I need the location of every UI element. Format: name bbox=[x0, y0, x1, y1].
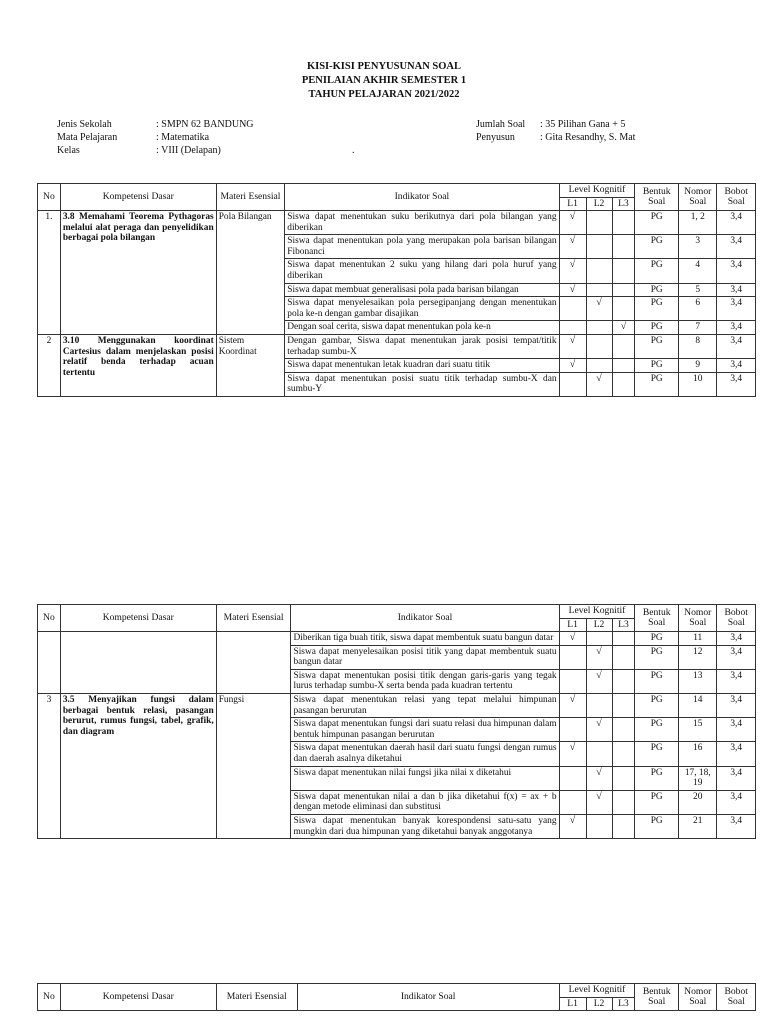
bentuk-soal-cell: PG bbox=[635, 235, 679, 259]
check-mark-icon: √ bbox=[569, 334, 576, 346]
level-l3-cell bbox=[612, 359, 635, 373]
bobot-soal-cell: 3,4 bbox=[717, 372, 756, 396]
level-l2-cell bbox=[586, 742, 612, 766]
col-header-bobot-soal: Bobot Soal bbox=[717, 984, 756, 1011]
level-l1-cell bbox=[559, 297, 586, 321]
level-l1-cell bbox=[559, 645, 586, 669]
indikator-soal-cell: Siswa dapat menentukan suku berikutnya dari pola bilangan yang diberikan bbox=[285, 211, 559, 235]
level-l1-cell bbox=[559, 718, 586, 742]
level-l3-cell bbox=[612, 742, 635, 766]
indikator-soal-cell: Siswa dapat menyelesaikan posisi titik yang dapat membentuk suatu bangun datar bbox=[291, 645, 559, 669]
level-l1-cell bbox=[559, 235, 586, 259]
level-l3-cell bbox=[612, 283, 635, 297]
bentuk-soal-cell: PG bbox=[635, 632, 679, 646]
check-mark-icon: √ bbox=[596, 790, 602, 802]
nomor-soal-cell: 5 bbox=[679, 283, 717, 297]
col-header-nomor-soal: Nomor Soal bbox=[679, 605, 717, 632]
jenis-sekolah-value: : SMPN 62 BANDUNG bbox=[156, 119, 254, 130]
indikator-soal-cell: Siswa dapat membuat generalisasi pola pada barisan bilangan bbox=[285, 283, 559, 297]
level-l2-cell bbox=[586, 790, 612, 814]
kompetensi-dasar-cell: 3.10 Menggunakan koordinat Cartesius dalam menjelaskan posisi relatif benda terhadap acuan tertentu bbox=[60, 334, 216, 396]
nomor-soal-cell: 21 bbox=[679, 814, 717, 838]
level-l1-cell bbox=[559, 742, 586, 766]
level-l1-cell bbox=[559, 669, 586, 693]
bentuk-soal-cell: PG bbox=[635, 693, 679, 717]
indikator-soal-cell: Siswa dapat menentukan relasi yang tepat melalui himpunan pasangan berurutan bbox=[291, 693, 559, 717]
col-header-materi-esensial: Materi Esensial bbox=[216, 184, 285, 211]
bobot-soal-cell: 3,4 bbox=[717, 211, 756, 235]
kisi-table-3-header bbox=[37, 983, 756, 1011]
level-l1-cell bbox=[559, 766, 586, 790]
level-l2-cell bbox=[586, 259, 612, 283]
nomor-soal-cell: 6 bbox=[679, 297, 717, 321]
col-header-kompetensi-dasar: Kompetensi Dasar bbox=[60, 184, 216, 211]
bobot-soal-cell: 3,4 bbox=[717, 669, 756, 693]
nomor-soal-cell: 11 bbox=[679, 632, 717, 646]
bobot-soal-cell: 3,4 bbox=[717, 693, 756, 717]
bentuk-soal-cell: PG bbox=[635, 372, 679, 396]
bobot-soal-cell: 3,4 bbox=[717, 283, 756, 297]
level-l2-cell bbox=[586, 334, 612, 358]
nomor-soal-cell: 4 bbox=[679, 259, 717, 283]
check-mark-icon: √ bbox=[569, 359, 576, 371]
nomor-soal-cell: 15 bbox=[679, 718, 717, 742]
col-header-nomor-soal: Nomor Soal bbox=[679, 984, 717, 1011]
col-header-kompetensi-dasar: Kompetensi Dasar bbox=[60, 984, 216, 1011]
check-mark-icon: √ bbox=[596, 372, 602, 384]
level-l2-cell bbox=[586, 645, 612, 669]
indikator-soal-cell: Siswa dapat menentukan 2 suku yang hilang dari pola huruf yang diberikan bbox=[285, 259, 559, 283]
indikator-soal-cell: Dengan gambar, Siswa dapat menentukan jarak posisi tempat/titik terhadap sumbu-X bbox=[285, 334, 559, 358]
col-header-materi-esensial: Materi Esensial bbox=[216, 984, 297, 1011]
indikator-soal-cell: Siswa dapat menyelesaikan pola persegipanjang dengan menentukan pola ke-n dengan gambar disajikan bbox=[285, 297, 559, 321]
col-header-nomor-soal: Nomor Soal bbox=[679, 184, 717, 211]
doc-title-line2: PENILAIAN AKHIR SEMESTER 1 bbox=[301, 75, 467, 86]
kisi-table-1 bbox=[37, 183, 756, 397]
bobot-soal-cell: 3,4 bbox=[717, 790, 756, 814]
indikator-soal-cell: Siswa dapat menentukan pola yang merupakan pola barisan bilangan Fibonanci bbox=[285, 235, 559, 259]
bobot-soal-cell: 3,4 bbox=[717, 742, 756, 766]
level-l2-cell bbox=[586, 297, 612, 321]
row-number: 2 bbox=[38, 334, 61, 396]
col-header-l1: L1 bbox=[559, 618, 586, 632]
bobot-soal-cell: 3,4 bbox=[717, 334, 756, 358]
bobot-soal-cell: 3,4 bbox=[717, 645, 756, 669]
row-number: 3 bbox=[38, 693, 61, 838]
col-header-l3: L3 bbox=[612, 197, 635, 211]
level-l2-cell bbox=[586, 669, 612, 693]
col-header-no: No bbox=[38, 984, 61, 1011]
check-mark-icon: √ bbox=[569, 814, 576, 826]
nomor-soal-cell: 8 bbox=[679, 334, 717, 358]
col-header-l3: L3 bbox=[612, 618, 635, 632]
nomor-soal-cell: 3 bbox=[679, 235, 717, 259]
level-l3-cell bbox=[612, 632, 635, 646]
check-mark-icon: √ bbox=[569, 632, 576, 643]
jumlah-soal-value: : 35 Pilihan Gana + 5 bbox=[540, 119, 626, 130]
bobot-soal-cell: 3,4 bbox=[717, 718, 756, 742]
bentuk-soal-cell: PG bbox=[635, 297, 679, 321]
bobot-soal-cell: 3,4 bbox=[717, 259, 756, 283]
indikator-soal-cell: Siswa dapat menentukan fungsi dari suatu relasi dua himpunan dalam bentuk himpunan pasangan berurutan bbox=[291, 718, 559, 742]
table-row bbox=[38, 693, 756, 717]
level-l2-cell bbox=[586, 814, 612, 838]
check-mark-icon: √ bbox=[569, 283, 576, 295]
level-l3-cell bbox=[612, 645, 635, 669]
bentuk-soal-cell: PG bbox=[635, 790, 679, 814]
col-header-bentuk-soal: Bentuk Soal bbox=[635, 605, 679, 632]
check-mark-icon: √ bbox=[596, 297, 602, 309]
materi-esensial-cell bbox=[216, 632, 291, 694]
indikator-soal-cell: Siswa dapat menentukan daerah hasil dari suatu fungsi dengan rumus dan daerah asalnya diketahui bbox=[291, 742, 559, 766]
level-l1-cell bbox=[559, 693, 586, 717]
check-mark-icon: √ bbox=[569, 693, 576, 705]
check-mark-icon: √ bbox=[569, 235, 576, 247]
bobot-soal-cell: 3,4 bbox=[717, 766, 756, 790]
level-l2-cell bbox=[586, 321, 612, 335]
col-header-bobot-soal: Bobot Soal bbox=[717, 184, 756, 211]
check-mark-icon: √ bbox=[596, 645, 602, 657]
nomor-soal-cell: 9 bbox=[679, 359, 717, 373]
level-l1-cell bbox=[559, 283, 586, 297]
col-header-bentuk-soal: Bentuk Soal bbox=[635, 984, 679, 1011]
level-l1-cell bbox=[559, 814, 586, 838]
nomor-soal-cell: 20 bbox=[679, 790, 717, 814]
jumlah-soal-label: Jumlah Soal bbox=[476, 119, 526, 130]
col-header-bentuk-soal: Bentuk Soal bbox=[635, 184, 679, 211]
level-l3-cell bbox=[612, 259, 635, 283]
nomor-soal-cell: 1, 2 bbox=[679, 211, 717, 235]
col-header-bobot-soal: Bobot Soal bbox=[717, 605, 756, 632]
indikator-soal-cell: Siswa dapat menentukan banyak korespondensi satu-satu yang mungkin dari dua himpunan yang diketahui banyak anggotanya bbox=[291, 814, 559, 838]
bentuk-soal-cell: PG bbox=[635, 718, 679, 742]
bentuk-soal-cell: PG bbox=[635, 766, 679, 790]
check-mark-icon: √ bbox=[569, 742, 576, 754]
level-l3-cell bbox=[612, 235, 635, 259]
kisi-table-2 bbox=[37, 604, 756, 839]
level-l3-cell bbox=[612, 766, 635, 790]
level-l3-cell bbox=[612, 334, 635, 358]
level-l1-cell bbox=[559, 372, 586, 396]
materi-esensial-cell: Pola Bilangan bbox=[216, 211, 285, 335]
row-number bbox=[38, 632, 61, 694]
kompetensi-dasar-cell: 3.8 Memahami Teorema Pythagoras melalui alat peraga dan penyelidikan berbagai pola bilangan bbox=[60, 211, 216, 335]
col-header-indikator-soal: Indikator Soal bbox=[297, 984, 559, 1011]
level-l1-cell bbox=[559, 790, 586, 814]
indikator-soal-cell: Siswa dapat menentukan nilai a dan b jika diketahui f(x) = ax + b dengan metode eliminasi dan substitusi bbox=[291, 790, 559, 814]
table-row bbox=[38, 211, 756, 235]
bobot-soal-cell: 3,4 bbox=[717, 297, 756, 321]
indikator-soal-cell: Siswa dapat menentukan posisi titik dengan garis-garis yang tegak lurus terhadap sumbu-X serta benda pada kuadran tertentu bbox=[291, 669, 559, 693]
row-number: 1. bbox=[38, 211, 61, 335]
col-header-l1: L1 bbox=[559, 997, 586, 1011]
table-row bbox=[38, 334, 756, 358]
level-l2-cell bbox=[586, 718, 612, 742]
col-header-l2: L2 bbox=[586, 618, 612, 632]
bentuk-soal-cell: PG bbox=[635, 742, 679, 766]
level-l1-cell bbox=[559, 211, 586, 235]
mata-pelajaran-label: Mata Pelajaran bbox=[57, 132, 118, 143]
bentuk-soal-cell: PG bbox=[635, 359, 679, 373]
nomor-soal-cell: 17, 18, 19 bbox=[679, 766, 717, 790]
bentuk-soal-cell: PG bbox=[635, 321, 679, 335]
level-l3-cell bbox=[612, 372, 635, 396]
kompetensi-dasar-cell bbox=[60, 632, 216, 694]
level-l2-cell bbox=[586, 283, 612, 297]
check-mark-icon: √ bbox=[596, 718, 602, 730]
col-header-l2: L2 bbox=[586, 997, 612, 1011]
level-l1-cell bbox=[559, 321, 586, 335]
level-l2-cell bbox=[586, 359, 612, 373]
table-row bbox=[38, 632, 756, 646]
level-l2-cell bbox=[586, 235, 612, 259]
level-l2-cell bbox=[586, 211, 612, 235]
col-header-indikator-soal: Indikator Soal bbox=[291, 605, 559, 632]
level-l3-cell bbox=[612, 718, 635, 742]
nomor-soal-cell: 16 bbox=[679, 742, 717, 766]
col-header-l1: L1 bbox=[559, 197, 586, 211]
materi-esensial-cell: Fungsi bbox=[216, 693, 291, 838]
mata-pelajaran-value: : Matematika bbox=[156, 132, 210, 143]
col-header-level-kognitif: Level Kognitif bbox=[559, 605, 635, 619]
level-l2-cell bbox=[586, 632, 612, 646]
kelas-label: Kelas bbox=[57, 145, 80, 156]
level-l2-cell bbox=[586, 372, 612, 396]
indikator-soal-cell: Siswa dapat menentukan letak kuadran dari suatu titik bbox=[285, 359, 559, 373]
nomor-soal-cell: 7 bbox=[679, 321, 717, 335]
check-mark-icon: √ bbox=[569, 259, 576, 271]
check-mark-icon: √ bbox=[569, 211, 576, 222]
level-l1-cell bbox=[559, 632, 586, 646]
nomor-soal-cell: 12 bbox=[679, 645, 717, 669]
doc-title-line1: KISI-KISI PENYUSUNAN SOAL bbox=[306, 61, 462, 72]
bentuk-soal-cell: PG bbox=[635, 669, 679, 693]
bentuk-soal-cell: PG bbox=[635, 334, 679, 358]
level-l3-cell bbox=[612, 211, 635, 235]
level-l1-cell bbox=[559, 359, 586, 373]
check-mark-icon: √ bbox=[596, 669, 602, 681]
level-l3-cell bbox=[612, 297, 635, 321]
col-header-l2: L2 bbox=[586, 197, 612, 211]
nomor-soal-cell: 13 bbox=[679, 669, 717, 693]
bentuk-soal-cell: PG bbox=[635, 814, 679, 838]
level-l2-cell bbox=[586, 693, 612, 717]
indikator-soal-cell: Diberikan tiga buah titik, siswa dapat membentuk suatu bangun datar bbox=[291, 632, 559, 646]
doc-title-line3: TAHUN PELAJARAN 2021/2022 bbox=[308, 89, 460, 100]
col-header-no: No bbox=[38, 184, 61, 211]
penyusun-label: Penyusun bbox=[476, 132, 515, 143]
col-header-materi-esensial: Materi Esensial bbox=[216, 605, 291, 632]
penyusun-value: : Gita Resandhy, S. Mat bbox=[540, 132, 636, 143]
bentuk-soal-cell: PG bbox=[635, 283, 679, 297]
bentuk-soal-cell: PG bbox=[635, 645, 679, 669]
kompetensi-dasar-cell: 3.5 Menyajikan fungsi dalam berbagai bentuk relasi, pasangan berurut, rumus fungsi, tabel, grafik, dan diagram bbox=[60, 693, 216, 838]
indikator-soal-cell: Siswa dapat menentukan nilai fungsi jika nilai x diketahui bbox=[291, 766, 559, 790]
indikator-soal-cell: Siswa dapat menentukan posisi suatu titik terhadap sumbu-X dan sumbu-Y bbox=[285, 372, 559, 396]
jenis-sekolah-label: Jenis Sekolah bbox=[57, 119, 112, 130]
indikator-soal-cell: Dengan soal cerita, siswa dapat menentukan pola ke-n bbox=[285, 321, 559, 335]
level-l3-cell bbox=[612, 669, 635, 693]
bentuk-soal-cell: PG bbox=[635, 259, 679, 283]
level-l1-cell bbox=[559, 259, 586, 283]
level-l3-cell bbox=[612, 790, 635, 814]
materi-esensial-cell: Sistem Koordinat bbox=[216, 334, 285, 396]
nomor-soal-cell: 14 bbox=[679, 693, 717, 717]
level-l2-cell bbox=[586, 766, 612, 790]
level-l3-cell bbox=[612, 321, 635, 335]
check-mark-icon: √ bbox=[596, 766, 602, 778]
nomor-soal-cell: 10 bbox=[679, 372, 717, 396]
bobot-soal-cell: 3,4 bbox=[717, 359, 756, 373]
bobot-soal-cell: 3,4 bbox=[717, 632, 756, 646]
col-header-kompetensi-dasar: Kompetensi Dasar bbox=[60, 605, 216, 632]
col-header-no: No bbox=[38, 605, 61, 632]
level-l3-cell bbox=[612, 693, 635, 717]
col-header-level-kognitif: Level Kognitif bbox=[559, 984, 635, 998]
bobot-soal-cell: 3,4 bbox=[717, 235, 756, 259]
col-header-l3: L3 bbox=[612, 997, 635, 1011]
bentuk-soal-cell: PG bbox=[635, 211, 679, 235]
col-header-level-kognitif: Level Kognitif bbox=[559, 184, 635, 198]
level-l3-cell bbox=[612, 814, 635, 838]
bobot-soal-cell: 3,4 bbox=[717, 321, 756, 335]
check-mark-icon: √ bbox=[620, 321, 627, 333]
stray-dot: . bbox=[352, 145, 355, 156]
level-l1-cell bbox=[559, 334, 586, 358]
bobot-soal-cell: 3,4 bbox=[717, 814, 756, 838]
col-header-indikator-soal: Indikator Soal bbox=[285, 184, 559, 211]
kelas-value: : VIII (Delapan) bbox=[156, 145, 221, 156]
